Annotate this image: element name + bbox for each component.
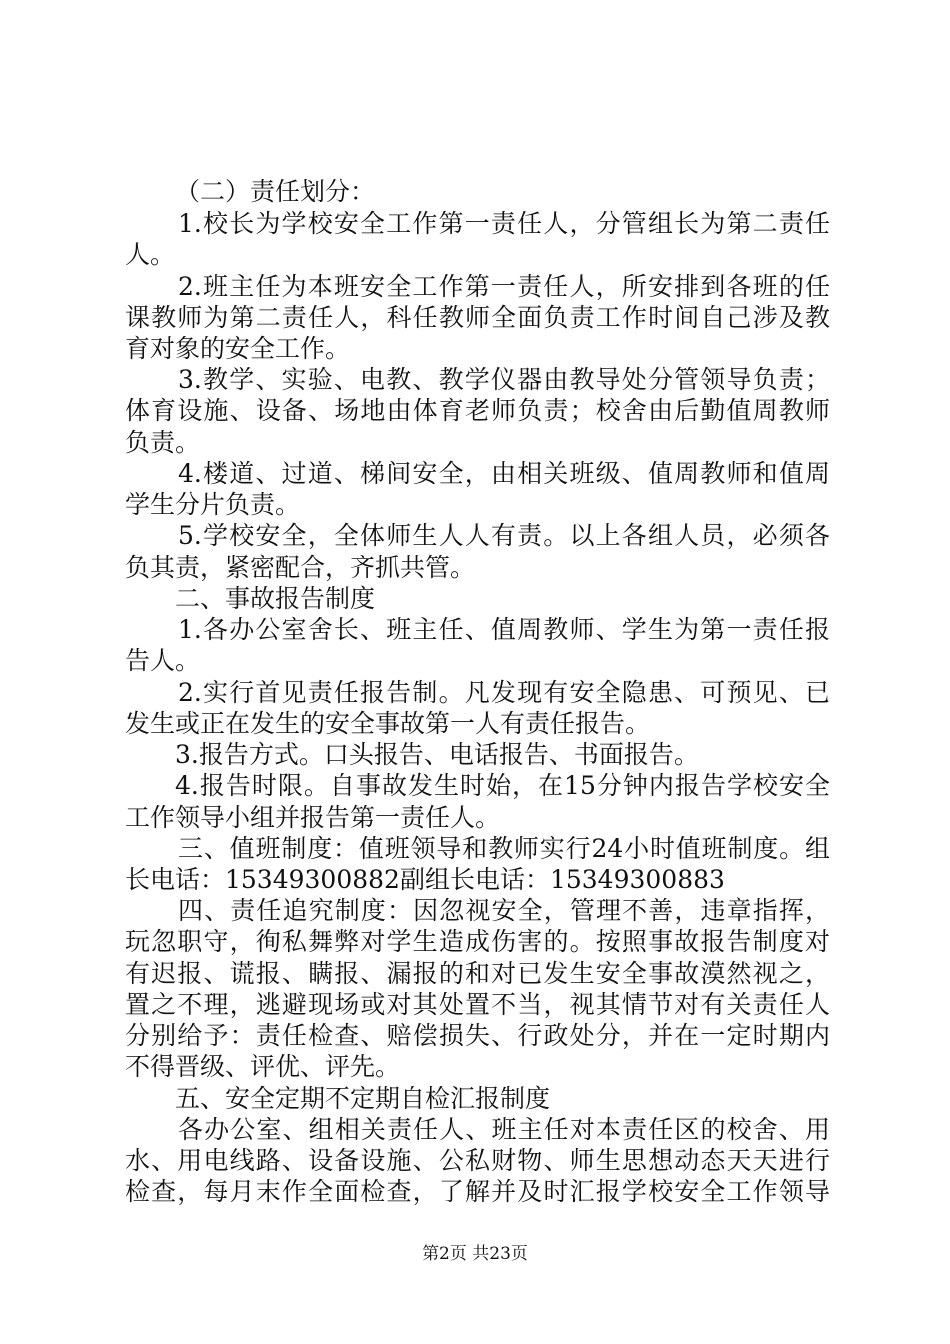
text-line: 体育设施、设备、场地由体育老师负责；校舍由后勤值周教师 (125, 396, 830, 425)
text-line: 4.报告时限。自事故发生时始，在15分钟内报告学校安全 (175, 771, 830, 800)
text-line: 置之不理，逃避现场或对其处置不当，视其情节对有关责任人 (125, 990, 830, 1019)
text-line: 有迟报、谎报、瞒报、漏报的和对已发生安全事故漠然视之， (125, 959, 830, 988)
text-line: 分别给予：责任检查、赔偿损失、行政处分，并在一定时期内 (125, 1021, 830, 1050)
text-line: 2.实行首见责任报告制。凡发现有安全隐患、可预见、已 (178, 678, 830, 707)
text-line: 各办公室、组相关责任人、班主任对本责任区的校舍、用 (178, 1115, 830, 1144)
text-line: 1.各办公室舍长、班主任、值周教师、学生为第一责任报 (178, 615, 830, 644)
text-line: 学生分片负责。 (125, 490, 301, 519)
text-line: 告人。 (125, 646, 201, 675)
text-line: 发生或正在发生的安全事故第一人有责任报告。 (125, 709, 651, 738)
text-line: 玩忽职守，徇私舞弊对学生造成伤害的。按照事故报告制度对 (125, 927, 830, 956)
section-heading: 四、责任追究制度：因忽视安全，管理不善，违章指挥， (178, 896, 830, 925)
text-line: 负责。 (125, 428, 201, 457)
section-heading: 二、事故报告制度 (175, 584, 376, 613)
text-line: 不得晋级、评优、评先。 (125, 1052, 401, 1081)
text-line: 水、用电线路、设备设施、公私财物、师生思想动态天天进行 (125, 1146, 830, 1175)
text-line: 负其责，紧密配合，齐抓共管。 (125, 553, 476, 582)
text-line: 5.学校安全，全体师生人人有责。以上各组人员，必须各 (178, 521, 830, 550)
text-line: 4.楼道、过道、梯间安全，由相关班级、值周教师和值周 (178, 459, 830, 488)
text-line: （二）责任划分： (175, 177, 376, 206)
page-number-footer: 第2页 共23页 (422, 1244, 528, 1264)
text-line: 长电话：15349300882副组长电话：15349300883 (125, 865, 725, 894)
section-heading: 五、安全定期不定期自检汇报制度 (175, 1084, 551, 1113)
text-line: 课教师为第二责任人，科任教师全面负责工作时间自己涉及教 (125, 303, 830, 332)
text-line: 2.班主任为本班安全工作第一责任人，所安排到各班的任 (178, 272, 830, 301)
text-line: 检查，每月末作全面检查，了解并及时汇报学校安全工作领导 (125, 1177, 830, 1206)
text-line: 工作领导小组并报告第一责任人。 (125, 803, 501, 832)
text-line: 育对象的安全工作。 (125, 334, 351, 363)
text-line: 3.教学、实验、电教、教学仪器由教导处分管领导负责； (178, 365, 830, 394)
section-heading: 三、值班制度：值班领导和教师实行24小时值班制度。组 (178, 834, 830, 863)
text-line: 3.报告方式。口头报告、电话报告、书面报告。 (175, 740, 699, 769)
text-line: 1.校长为学校安全工作第一责任人，分管组长为第二责任 (178, 209, 830, 238)
text-line: 人。 (125, 240, 176, 269)
